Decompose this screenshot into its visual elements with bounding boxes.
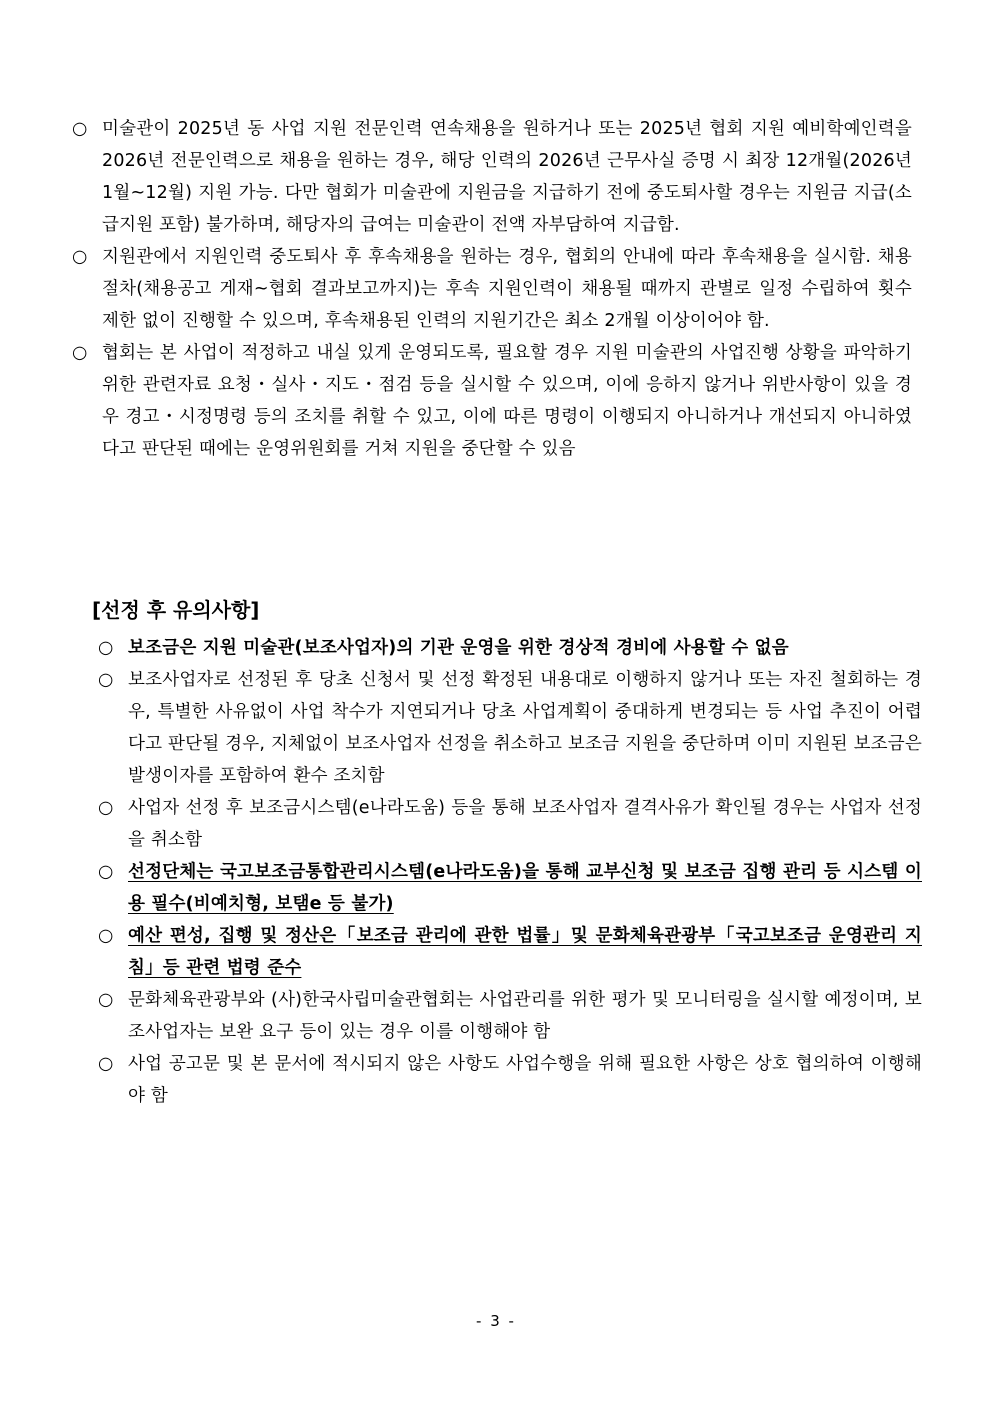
list-item-text: 사업자 선정 후 보조금시스템(e나라도움) 등을 통해 보조사업자 결격사유가 확인될 경우는 사업자 선정을 취소함 [128,798,922,850]
circle-bullet-icon: ○ [98,990,114,1010]
circle-bullet-icon: ○ [98,798,114,818]
list-item-text: 선정단체는 국고보조금통합관리시스템(e나라도움)을 통해 교부신청 및 보조금 집행 관리 등 시스템 이용 필수(비예치형, 보탬e 등 불가) [128,862,922,914]
circle-bullet-icon: ○ [72,119,88,139]
list-item [92,632,922,664]
list-item-text: 지원관에서 지원인력 중도퇴사 후 후속채용을 원하는 경우, 협회의 안내에 따라 후속채용을 실시함. 채용 절차(채용공고 게재~협회 결과보고까지)는 후속 지원인력이 채용될 때까지 관별로 일정 수립하여 횟수 제한 없이 진행할 수 있으며, 후속채용된 인력의 지원기간은 최소 2개월 이상이어야 함. [102,247,912,331]
list-item [92,856,922,920]
list-item-text: 보조금은 지원 미술관(보조사업자)의 기관 운영을 위한 경상적 경비에 사용할 수 없음 [128,638,789,658]
circle-bullet-icon: ○ [98,1054,114,1074]
page-number: - 3 - [476,1312,516,1330]
list-item-text: 문화체육관광부와 (사)한국사립미술관협회는 사업관리를 위한 평가 및 모니터링을 실시할 예정이며, 보조사업자는 보완 요구 등이 있는 경우 이를 이행해야 함 [128,990,922,1042]
list-item-text: 협회는 본 사업이 적정하고 내실 있게 운영되도록, 필요할 경우 지원 미술관의 사업진행 상황을 파악하기 위한 관련자료 요청・실사・지도・점검 등을 실시할 수 있으며, 이에 응하지 않거나 위반사항이 있을 경우 경고・시정명령 등의 조치를 취할 수 있고, 이에 따른 명령이 이행되지 아니하거나 개선되지 아니하였다고 판단된 때에는 운영위원회를 거쳐 지원을 중단할 수 있음 [102,343,912,459]
circle-bullet-icon: ○ [72,247,88,267]
list-item [72,113,912,241]
circle-bullet-icon: ○ [72,343,88,363]
section-heading: [선정 후 유의사항] [92,598,260,622]
list-item-text: 사업 공고문 및 본 문서에 적시되지 않은 사항도 사업수행을 위해 필요한 사항은 상호 협의하여 이행해야 함 [128,1054,922,1106]
circle-bullet-icon: ○ [98,926,114,946]
circle-bullet-icon: ○ [98,638,114,658]
list-item [92,984,922,1048]
list-item [72,337,912,465]
list-item [92,1048,922,1112]
circle-bullet-icon: ○ [98,670,114,690]
circle-bullet-icon: ○ [98,862,114,882]
list-item-text: 미술관이 2025년 동 사업 지원 전문인력 연속채용을 원하거나 또는 2025년 협회 지원 예비학예인력을 2026년 전문인력으로 채용을 원하는 경우, 해당 인력의 2026년 근무사실 증명 시 최장 12개월(2026년 1월~12월) 지원 가능. 다만 협회가 미술관에 지원금을 지급하기 전에 중도퇴사할 경우는 지원금 지급(소급지원 포함) 불가하며, 해당자의 급여는 미술관이 전액 자부담하여 지급함. [102,119,912,235]
list-item-text: 예산 편성, 집행 및 정산은「보조금 관리에 관한 법률」및 문화체육관광부「국고보조금 운영관리 지침」등 관련 법령 준수 [128,926,922,978]
list-item [92,664,922,792]
list-item [72,241,912,337]
support-conditions-section [72,113,912,465]
list-item [92,920,922,984]
list-item [92,792,922,856]
post-selection-notes-section [92,594,922,1112]
list-item-text: 보조사업자로 선정된 후 당초 신청서 및 선정 확정된 내용대로 이행하지 않거나 또는 자진 철회하는 경우, 특별한 사유없이 사업 착수가 지연되거나 당초 사업계획이 중대하게 변경되는 등 사업 추진이 어렵다고 판단될 경우, 지체없이 보조사업자 선정을 취소하고 보조금 지원을 중단하며 이미 지원된 보조금은 발생이자를 포함하여 환수 조치함 [128,670,922,786]
